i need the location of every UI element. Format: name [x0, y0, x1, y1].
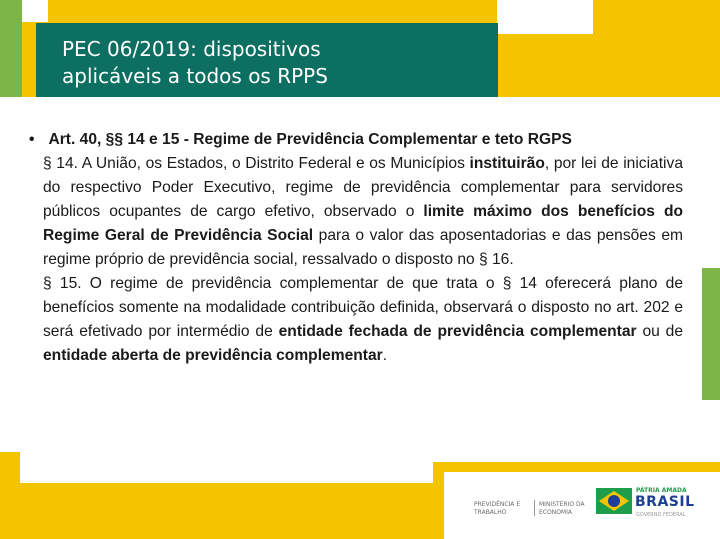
title-line-1: PEC 06/2019: dispositivos — [62, 37, 321, 61]
brazil-flag-icon — [596, 488, 632, 514]
title-line-2: aplicáveis a todos os RPPS — [62, 64, 328, 88]
patria-amada-text: PÁTRIA AMADA — [636, 487, 687, 494]
p15-text-a: § 15. O regime de previdência complementar de que trata o § 14 oferecerá plano de benefícios somente na modalidade contribuição definida, observará o disposto no art. 202 e será efetivado por intermédio de — [43, 275, 683, 340]
paragraph-14 — [43, 152, 683, 272]
brasil-text: BRASIL — [635, 494, 695, 510]
p14-text-c: , por lei de iniciativa do respectivo Poder Executivo, regime de previdência complementar para servidores públicos ocupantes de cargo efetivo, observado o — [43, 155, 683, 220]
right-green-accent — [702, 268, 720, 400]
p14-text-a: § 14. A União, os Estados, o Distrito Federal e os Municípios — [43, 155, 470, 172]
p15-text-c: ou de — [636, 323, 684, 340]
bottom-left-yellow-accent — [0, 452, 20, 539]
paragraph-15 — [43, 272, 683, 368]
ministerio-logo: MINISTÉRIO DA ECONOMIA — [539, 501, 585, 516]
footer-logos — [444, 472, 720, 539]
bullet-heading — [29, 128, 683, 152]
top-white-notch — [497, 0, 593, 34]
bullet-text: Art. 40, §§ 14 e 15 - Regime de Previdência Complementar e teto RGPS — [48, 131, 572, 148]
slide-title — [36, 23, 498, 97]
p15-bold-entidade-fechada: entidade fechada de previdência complementar — [278, 323, 637, 340]
p15-text-e: . — [382, 347, 388, 364]
p15-bold-entidade-aberta: entidade aberta de previdência complementar — [43, 347, 383, 364]
p14-text-e: para o valor das aposentadorias e das pensões em regime próprio de previdência social, ressalvado o disposto no § 16. — [43, 227, 683, 268]
logo-divider — [534, 500, 535, 516]
p14-bold-instituirao: instituirão — [469, 155, 545, 172]
bullet-symbol: • — [29, 131, 35, 148]
slide-body — [29, 128, 684, 368]
top-white-strip — [22, 0, 48, 22]
top-left-green-accent — [0, 0, 22, 97]
p14-bold-limite: limite máximo dos benefícios do Regime Geral de Previdência Social — [43, 203, 684, 244]
governo-federal-text: GOVERNO FEDERAL — [636, 512, 686, 518]
previdencia-logo: PREVIDÊNCIA E TRABALHO — [474, 501, 521, 516]
